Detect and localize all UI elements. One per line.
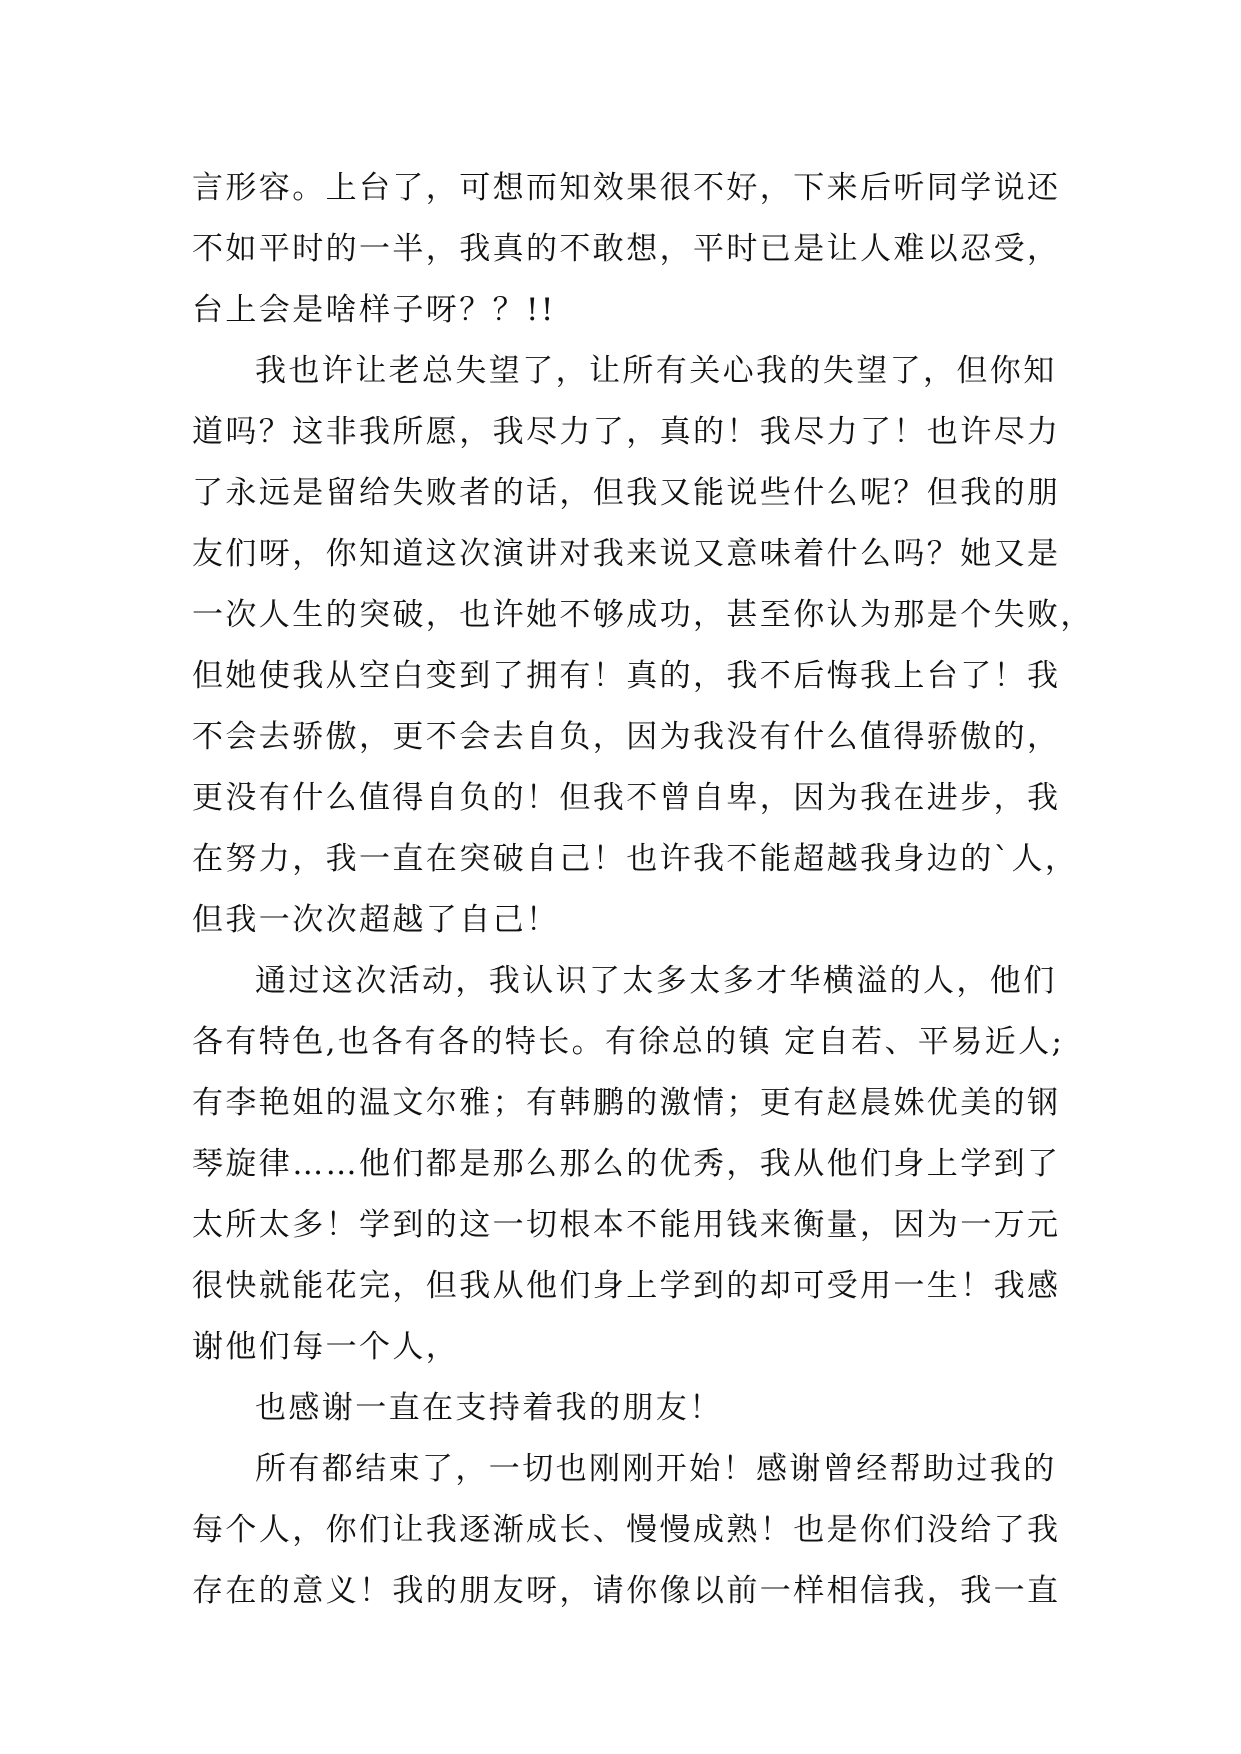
- text-line: 更没有什么值得自负的！但我不曾自卑，因为我在进步，我: [192, 780, 1061, 816]
- text-line: 但她使我从空白变到了拥有！真的，我不后悔我上台了！我: [192, 658, 1061, 694]
- text-line: 所有都结束了，一切也刚刚开始！感谢曾经帮助过我的: [255, 1451, 1057, 1487]
- text-line: 但我一次次超越了自己！: [192, 902, 560, 938]
- text-line: 通过这次活动，我认识了太多太多才华横溢的人，他们: [255, 963, 1057, 999]
- text-line: 一次人生的突破，也许她不够成功，甚至你认为那是个失败，: [192, 597, 1094, 633]
- text-line: 不会去骄傲，更不会去自负，因为我没有什么值得骄傲的，: [192, 719, 1061, 755]
- text-line: 各有特色,也各有各的特长。有徐总的镇 定自若、平易近人;: [192, 1024, 1065, 1060]
- text-line: 太所太多！学到的这一切根本不能用钱来衡量，因为一万元: [192, 1207, 1061, 1243]
- text-line: 友们呀，你知道这次演讲对我来说又意味着什么吗？她又是: [192, 536, 1061, 572]
- text-line: 言形容。上台了，可想而知效果很不好，下来后听同学说还: [192, 170, 1061, 206]
- text-line: 了永远是留给失败者的话，但我又能说些什么呢？但我的朋: [192, 475, 1061, 511]
- text-line: 琴旋律……他们都是那么那么的优秀，我从他们身上学到了: [192, 1146, 1061, 1182]
- text-line: 有李艳姐的温文尔雅；有韩鹏的激情；更有赵晨姝优美的钢: [192, 1085, 1061, 1121]
- text-line: 也感谢一直在支持着我的朋友！: [255, 1390, 723, 1426]
- text-line: 我也许让老总失望了，让所有关心我的失望了，但你知: [255, 353, 1057, 389]
- text-line: 很快就能花完，但我从他们身上学到的却可受用一生！我感: [192, 1268, 1061, 1304]
- text-line: 道吗？这非我所愿，我尽力了，真的！我尽力了！也许尽力: [192, 414, 1061, 450]
- body-text: [192, 158, 1094, 1622]
- text-line: 存在的意义！我的朋友呀，请你像以前一样相信我，我一直: [192, 1573, 1061, 1609]
- text-line: 在努力，我一直在突破自己！也许我不能超越我身边的`人，: [192, 841, 1079, 877]
- text-line: 谢他们每一个人，: [192, 1329, 460, 1365]
- text-line: 每个人，你们让我逐渐成长、慢慢成熟！也是你们没给了我: [192, 1512, 1061, 1548]
- text-line: 不如平时的一半，我真的不敢想，平时已是让人难以忍受，: [192, 231, 1061, 267]
- text-line: 台上会是啥样子呀？？!!: [192, 292, 556, 328]
